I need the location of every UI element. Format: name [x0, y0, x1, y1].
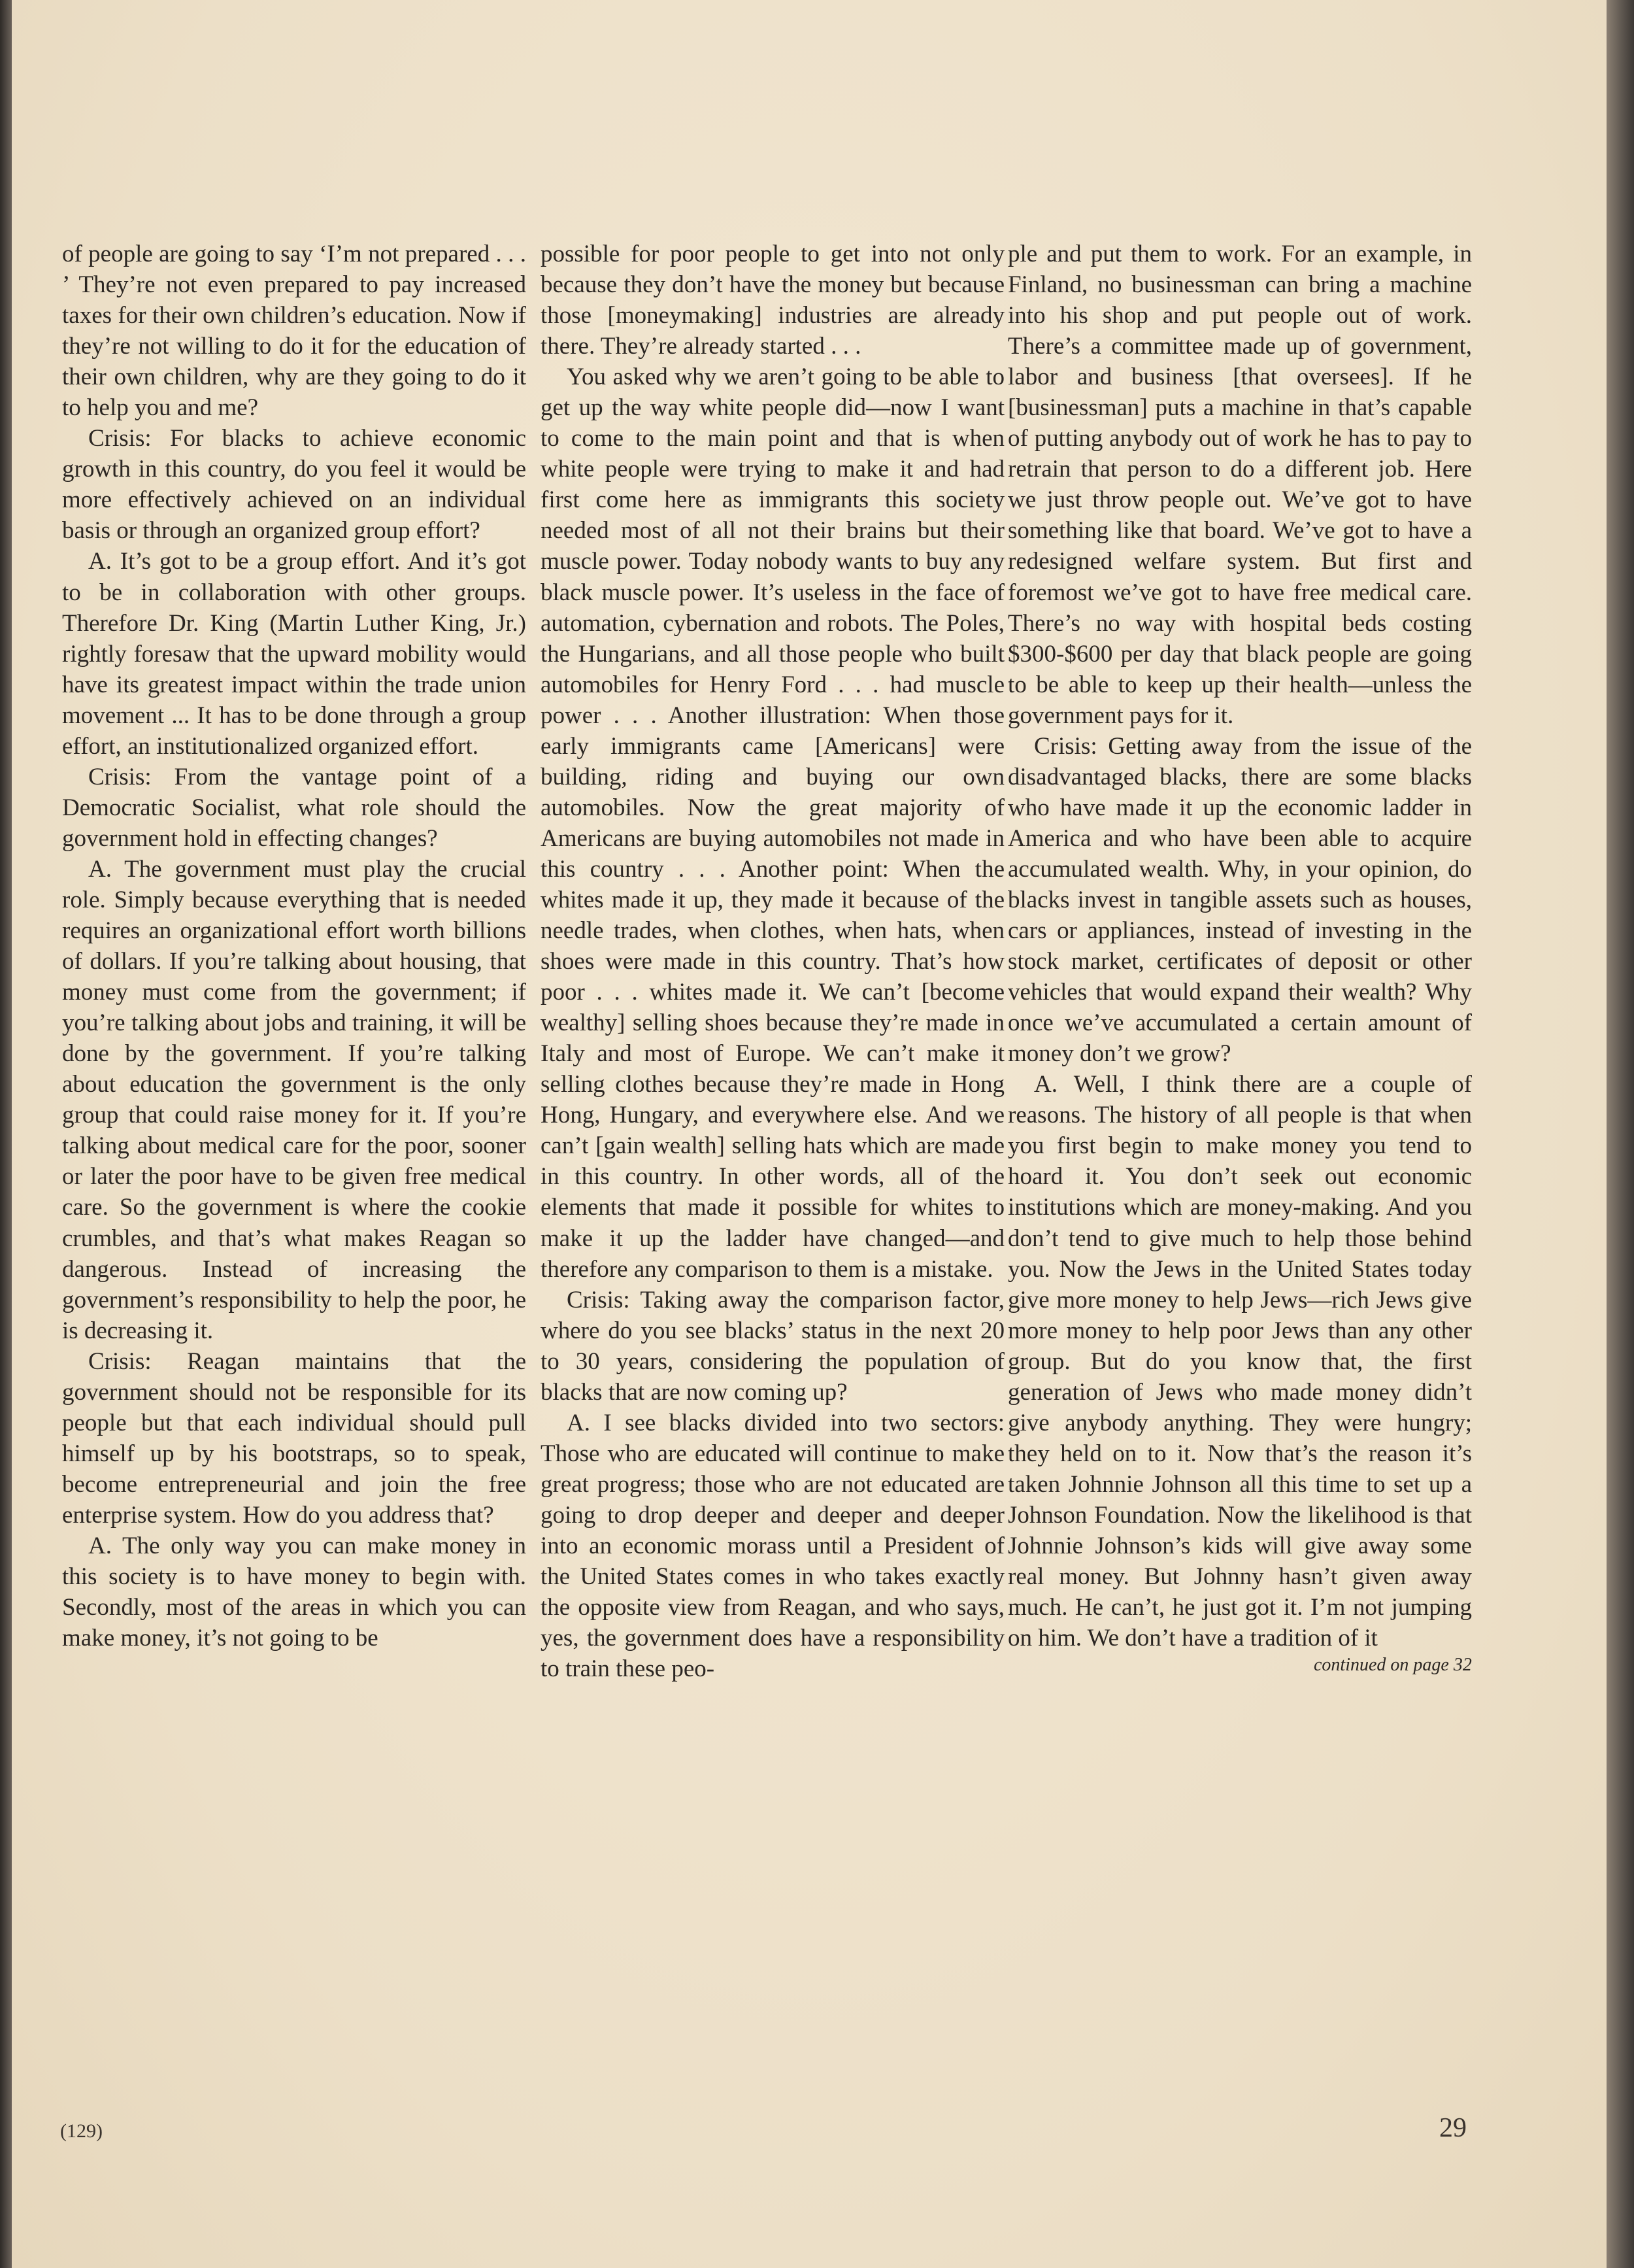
paragraph: of people are going to say ‘I’m not prepared . . . ’ They’re not even prepared to pay increased taxes for their own children’s education. Now if they’re not willing to do it for the education of their own children, why are they going to do it to help you and me? [62, 241, 526, 422]
paragraph: A. Well, I think there are a couple of reasons. The history of all people is that when you first begin to make money you tend to hoard it. You don’t seek out economic institutions which are money-making. And you don’t tend to give much to help those behind you. Now the Jews in the United States today give more money to help Jews—rich Jews give more money to help poor Jews than any other group. But do you know that, the first generation of Jews who made money didn’t give anybody anything. They were hungry; they held on to it. Now that’s the reason it’s taken Johnnie Johnson all this time to set up a Johnson Foundation. Now the likelihood is that Johnnie Johnson’s kids will give away some real money. But Johnny hasn’t given away much. He can’t, he just got it. I’m not jumping on him. We don’t have a tradition of it [1008, 1071, 1472, 1652]
paragraph: Crisis: For blacks to achieve economic growth in this country, do you feel it would be more effectively achieved on an individual basis or through an organized group effort? [62, 425, 526, 545]
paragraph: possible for poor people to get into not only because they don’t have the money but because those [moneymaking] industries are already there. They’re already started . . . [541, 241, 1005, 360]
paragraph: Crisis: From the vantage point of a Democratic Socialist, what role should the government hold in effecting changes? [62, 763, 526, 852]
paragraph: A. It’s got to be a group effort. And it’s got to be in collaboration with other groups. Therefore Dr. King (Martin Luther King, Jr.) rightly foresaw that the upward mobility would have its greatest impact within the trade union movement ... It has to be done through a group effort, an institutionalized organized effort. [62, 548, 526, 760]
page-folio-left: (129) [60, 2120, 103, 2142]
continued-note: continued on page 32 [1314, 1655, 1472, 1675]
page-number: 29 [1439, 2113, 1467, 2143]
paragraph: Crisis: Reagan maintains that the government should not be responsible for its people but that each individual should pull himself up by his bootstraps, so to speak, become entrepreneurial and join the free enterprise system. How do you address that? [62, 1347, 526, 1529]
paragraph: A. The only way you can make money in this society is to have money to begin with. Secondly, most of the areas in which you can make money, it’s not going to be [62, 1532, 526, 1652]
text-column-2 [541, 239, 1005, 1684]
binding-edge [0, 0, 12, 2268]
paragraph: ple and put them to work. For an example, in Finland, no businessman can bring a machine into his shop and put people out of work. There’s a committee made up of government, labor and business [that oversees]. If he [businessman] puts a machine in that’s capable of putting anybody out of work he has to pay to retrain that person to do a different job. Here we just throw people out. We’ve got to have something like that board. We’ve got to have a redesigned welfare system. But first and foremost we’ve got to have free medical care. There’s no way with hospital beds costing $300-$600 per day that black people are going to be able to keep up their health—unless the government pays for it. [1008, 241, 1472, 729]
paragraph: Crisis: Getting away from the issue of the disadvantaged blacks, there are some blacks who have made it up the economic ladder in America and who have been able to acquire accumulated wealth. Why, in your opinion, do blacks invest in tangible assets such as houses, cars or appliances, instead of investing in the stock market, certificates of deposit or other vehicles that would expand their wealth? Why once we’ve accumulated a certain amount of money don’t we grow? [1008, 732, 1472, 1068]
text-column-3 [1008, 239, 1472, 1653]
paragraph: You asked why we aren’t going to be able to get up the way white people did—now I want to come to the main point and that is when white people were trying to make it and had first come here as immigrants this society needed most of all not their brains but their muscle power. Today nobody wants to buy any black muscle power. It’s useless in the face of automation, cybernation and robots. The Poles, the Hungarians, and all those people who built automobiles for Henry Ford . . . had muscle power . . . Another illustration: When those early immigrants came [Americans] were building, riding and buying our own automobiles. Now the great majority of Americans are buying automobiles not made in this country . . . Another point: When the whites made it up, they made it because of the needle trades, when clothes, when hats, when shoes were made in this country. That’s how poor . . . whites made it. We can’t [become wealthy] selling shoes because they’re made in Italy and most of Europe. We can’t make it selling clothes because they’re made in Hong Hong, Hungary, and everywhere else. And we can’t [gain wealth] selling hats which are made in this country. In other words, all of the elements that made it possible for whites to make it up the ladder have changed—and therefore any comparison to them is a mistake. [541, 364, 1005, 1283]
paragraph: A. I see blacks divided into two sectors: Those who are educated will continue to make great progress; those who are not educated are going to drop deeper and deeper and deeper into an economic morass until a President of the United States comes in who takes exactly the opposite view from Reagan, and who says, yes, the government does have a responsibility to train these peo- [541, 1409, 1005, 1683]
text-column-1 [62, 239, 526, 1653]
paragraph: A. The government must play the crucial role. Simply because everything that is needed requires an organizational effort worth billions of dollars. If you’re talking about housing, that money must come from the government; if you’re talking about jobs and training, it will be done by the government. If you’re talking about education the government is the only group that could raise money for it. If you’re talking about medical care for the poor, sooner or later the poor have to be given free medical care. So the government is where the cookie crumbles, and that’s what makes Reagan so dangerous. Instead of increasing the government’s responsibility to help the poor, he is decreasing it. [62, 855, 526, 1344]
paragraph: Crisis: Taking away the comparison factor, where do you see blacks’ status in the next 20 to 30 years, considering the population of blacks that are now coming up? [541, 1286, 1005, 1406]
page-shadow-edge [1607, 0, 1634, 2268]
